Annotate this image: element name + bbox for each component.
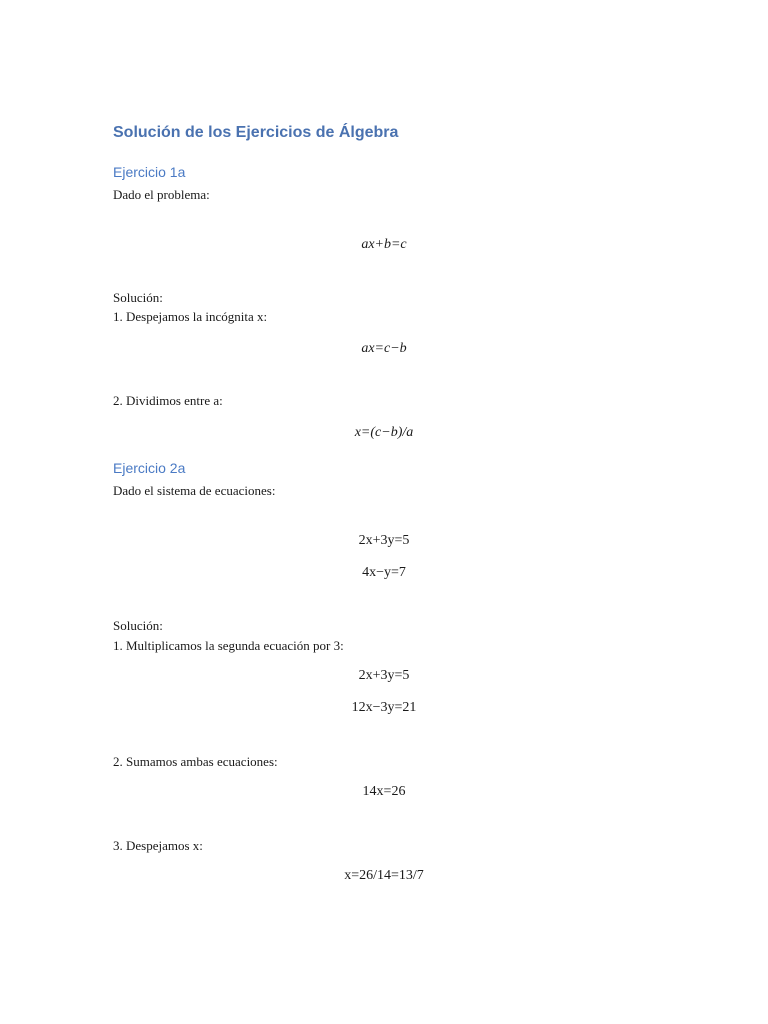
equation-text: 2x+3y=5 bbox=[358, 533, 410, 548]
exercise-2a-system-equation-1 bbox=[0, 532, 768, 550]
exercise-2a-step1-equation-a bbox=[0, 667, 768, 685]
exercise-1a-step-2: 2. Dividimos entre a: bbox=[113, 393, 223, 408]
equation-text: 4x−y=7 bbox=[362, 565, 406, 580]
exercise-1a-equation-1 bbox=[0, 340, 768, 358]
exercise-1a-problem-equation bbox=[0, 236, 768, 254]
exercise-2a-intro: Dado el sistema de ecuaciones: bbox=[113, 483, 276, 498]
equation-text: ax=c−b bbox=[361, 341, 407, 356]
exercise-2a-system-equation-2 bbox=[0, 564, 768, 582]
exercise-1a-intro: Dado el problema: bbox=[113, 187, 210, 202]
exercise-2a-step-2: 2. Sumamos ambas ecuaciones: bbox=[113, 754, 278, 769]
exercise-2a-step-1: 1. Multiplicamos la segunda ecuación por 3: bbox=[113, 638, 344, 653]
exercise-1a-solution-label: Solución: bbox=[113, 290, 163, 305]
exercise-2a-step2-equation bbox=[0, 783, 768, 801]
exercise-2a-solution-label: Solución: bbox=[113, 618, 163, 633]
equation-text: 2x+3y=5 bbox=[358, 668, 410, 683]
exercise-2a-heading: Ejercicio 2a bbox=[113, 460, 186, 476]
exercise-2a-step3-equation bbox=[0, 867, 768, 885]
page-title: Solución de los Ejercicios de Álgebra bbox=[113, 124, 399, 141]
equation-text: 12x−3y=21 bbox=[351, 700, 417, 715]
exercise-2a-step-3: 3. Despejamos x: bbox=[113, 838, 203, 853]
exercise-1a-heading: Ejercicio 1a bbox=[113, 164, 186, 180]
exercise-2a-step1-equation-b bbox=[0, 699, 768, 717]
equation-text: x=26/14=13/7 bbox=[344, 868, 424, 883]
equation-text: ax+b=c bbox=[361, 237, 407, 252]
exercise-1a-equation-2 bbox=[0, 424, 768, 442]
equation-text: 14x=26 bbox=[362, 784, 406, 799]
equation-text: x=(c−b)/a bbox=[354, 425, 414, 440]
exercise-1a-step-1: 1. Despejamos la incógnita x: bbox=[113, 309, 268, 324]
